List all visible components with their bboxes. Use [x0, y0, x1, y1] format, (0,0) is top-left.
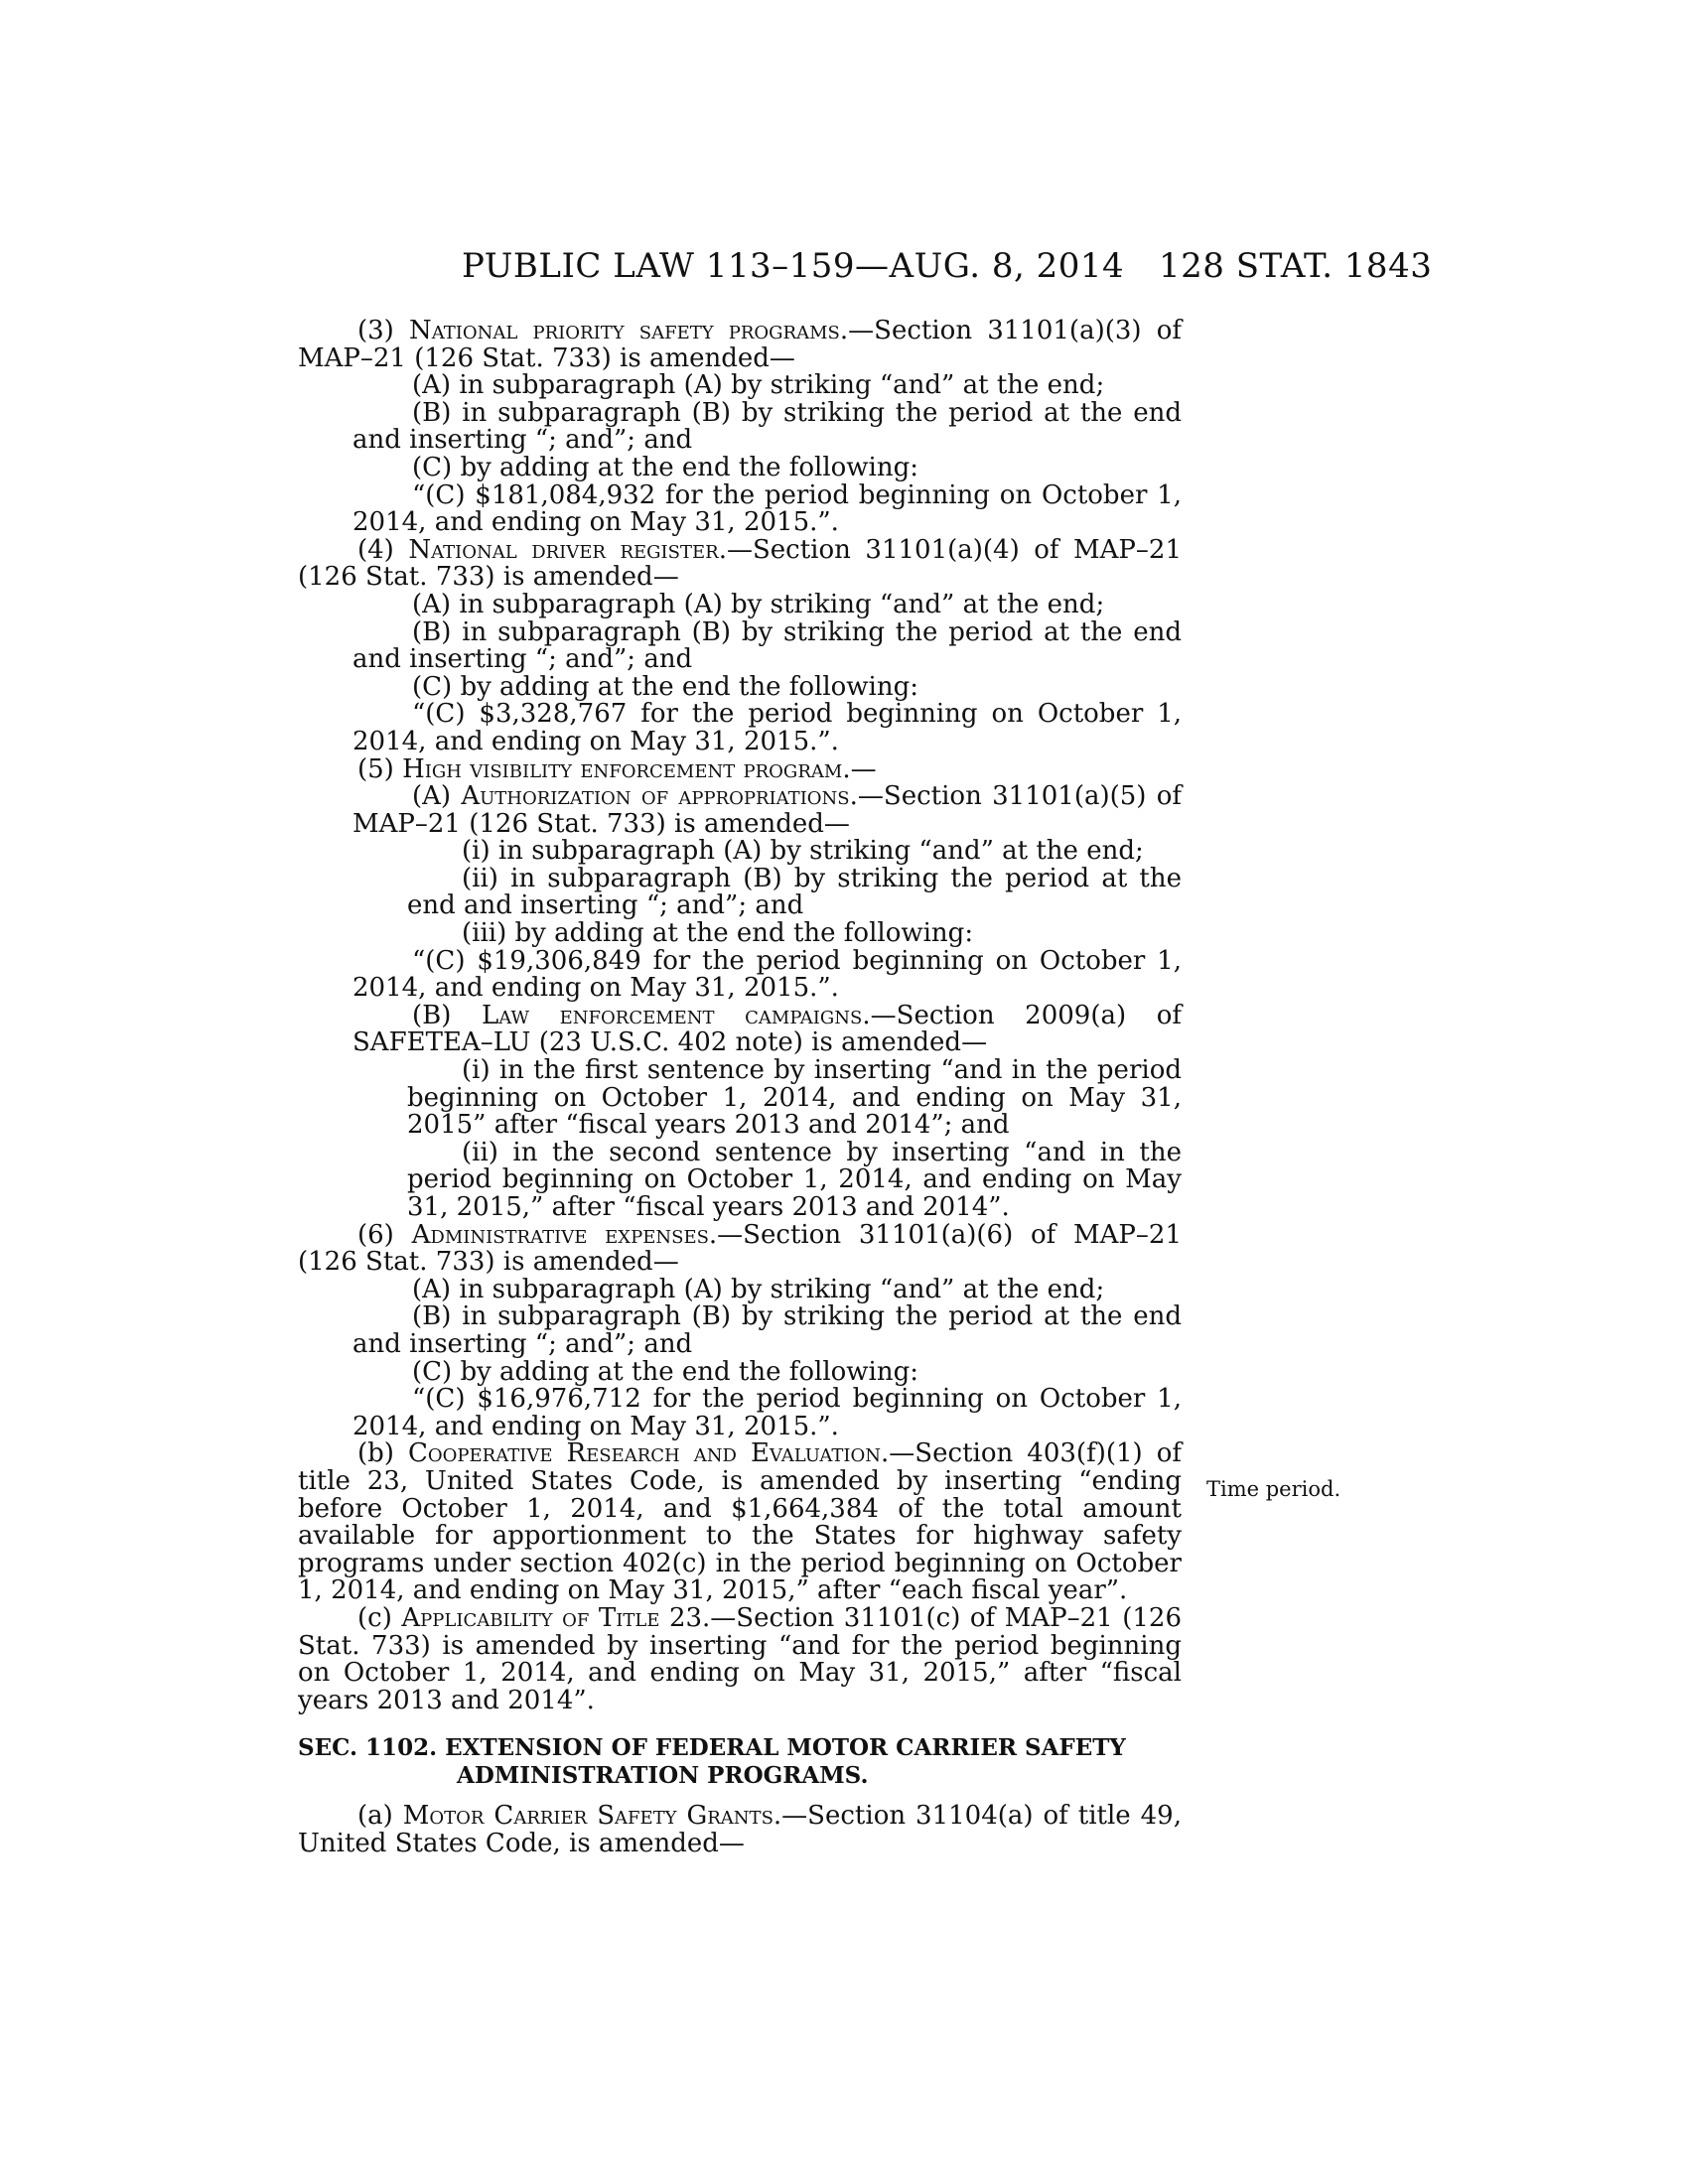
quoted-amendment-3: “(C) $181,084,932 for the period beginning on October 1, 2014, and ending on May 31, 2015.”. [352, 479, 1182, 538]
margin-note: Time period. [1206, 1477, 1341, 1501]
subparagraph-4B: (B) in subparagraph (B) by striking the period at the end and inserting “; and”; and [352, 616, 1182, 675]
paragraph-heading: Law enforcement campaigns [482, 1000, 863, 1030]
subparagraph-6A: (A) in subparagraph (A) by striking “and” at the end; [412, 1274, 1105, 1304]
paragraph-heading: Cooperative Research and Evaluation [408, 1438, 882, 1469]
section-heading-line-2: ADMINISTRATION PROGRAMS. [457, 1761, 869, 1789]
subparagraph-4A: (A) in subparagraph (A) by striking “and” at the end; [412, 589, 1105, 619]
paragraph-heading: Authorization of appropriations [461, 781, 850, 812]
quoted-amendment-5A: “(C) $19,306,849 for the period beginning on October 1, 2014, and ending on May 31, 2015.”. [352, 945, 1182, 1004]
subsection-c: (c) Applicability of Title 23.—Section 31101(c) of MAP–21 (126 Stat. 733) is amended by inserting “and for the period beginning on October 1, 2014, and ending on May 31, 2015,” after “fiscal years 2013 and 2014”. [298, 1602, 1182, 1715]
subparagraph-6B: (B) in subparagraph (B) by striking the period at the end and inserting “; and”; and [352, 1301, 1182, 1359]
quoted-amendment-4: “(C) $3,328,767 for the period beginning on October 1, 2014, and ending on May 31, 2015.”. [352, 699, 1182, 756]
subsection-a: (a) Motor Carrier Safety Grants.—Section 31104(a) of title 49, United States Code, is amended— [298, 1801, 1182, 1859]
clause-5A-i: (i) in subparagraph (A) by striking “and” at the end; [462, 836, 1144, 867]
subparagraph-5B: (B) Law enforcement campaigns.—Section 2009(a) of SAFETEA–LU (23 U.S.C. 402 note) is amended— [352, 1000, 1182, 1058]
clause-5A-ii: (ii) in subparagraph (B) by striking the period at the end and inserting “; and”; and [407, 863, 1182, 921]
subparagraph-6C: (C) by adding at the end the following: [412, 1356, 919, 1387]
section-heading: SEC. 1102. EXTENSION OF FEDERAL MOTOR CARRIER SAFETY [298, 1734, 1126, 1762]
paragraph-heading: Motor Carrier Safety Grants [402, 1801, 774, 1832]
clause-5B-ii: (ii) in the second sentence by inserting “and in the period beginning on October 1, 2014, and ending on May 31, 2015,” after “fiscal years 2013 and 2014”. [407, 1137, 1182, 1222]
subsection-b: (b) Cooperative Research and Evaluation.—Section 403(f)(1) of title 23, United States Code, is amended by inserting “ending before October 1, 2014, and $1,664,384 of the total amount available for apportionment to the States for highway safety programs under section 402(c) in the period beginning on October 1, 2014, and ending on May 31, 2015,” after “each fiscal year”. [298, 1438, 1182, 1606]
running-header-stat-page: 128 STAT. 1843 [1159, 246, 1433, 286]
paragraph-heading: National priority safety programs [409, 316, 840, 345]
paragraph-3: (3) National priority safety programs.—Section 31101(a)(3) of MAP–21 (126 Stat. 733) is amended— [298, 316, 1182, 373]
subparagraph-3A: (A) in subparagraph (A) by striking “and” at the end; [412, 370, 1105, 401]
paragraph-heading: Administrative expenses [411, 1219, 709, 1250]
statute-text-column [298, 318, 1182, 1858]
paragraph-6: (6) Administrative expenses.—Section 31101(a)(6) of MAP–21 (126 Stat. 733) is amended— [298, 1219, 1183, 1278]
quoted-amendment-6: “(C) $16,976,712 for the period beginning on October 1, 2014, and ending on May 31, 2015.”. [352, 1384, 1182, 1441]
paragraph-heading: National driver register [408, 534, 719, 565]
running-header-law: PUBLIC LAW 113–159—AUG. 8, 2014 [462, 246, 1125, 286]
paragraph-4: (4) National driver register.—Section 31101(a)(4) of MAP–21 (126 Stat. 733) is amended— [298, 534, 1182, 593]
subparagraph-4C: (C) by adding at the end the following: [412, 671, 919, 702]
subparagraph-3B: (B) in subparagraph (B) by striking the period at the end and inserting “; and”; and [352, 397, 1182, 456]
subparagraph-3C: (C) by adding at the end the following: [412, 452, 919, 482]
clause-5A-iii: (iii) by adding at the end the following: [462, 918, 974, 949]
paragraph-5: (5) High visibility enforcement program.— [357, 753, 877, 784]
paragraph-heading: High visibility enforcement program [402, 753, 843, 784]
paragraph-heading: Applicability of Title 23 [401, 1602, 703, 1633]
subparagraph-5A: (A) Authorization of appropriations.—Section 31101(a)(5) of MAP–21 (126 Stat. 733) is amended— [352, 781, 1182, 839]
clause-5B-i: (i) in the first sentence by inserting “and in the period beginning on October 1, 2014, and ending on May 31, 2015” after “fiscal years 2013 and 2014”; and [407, 1055, 1182, 1141]
